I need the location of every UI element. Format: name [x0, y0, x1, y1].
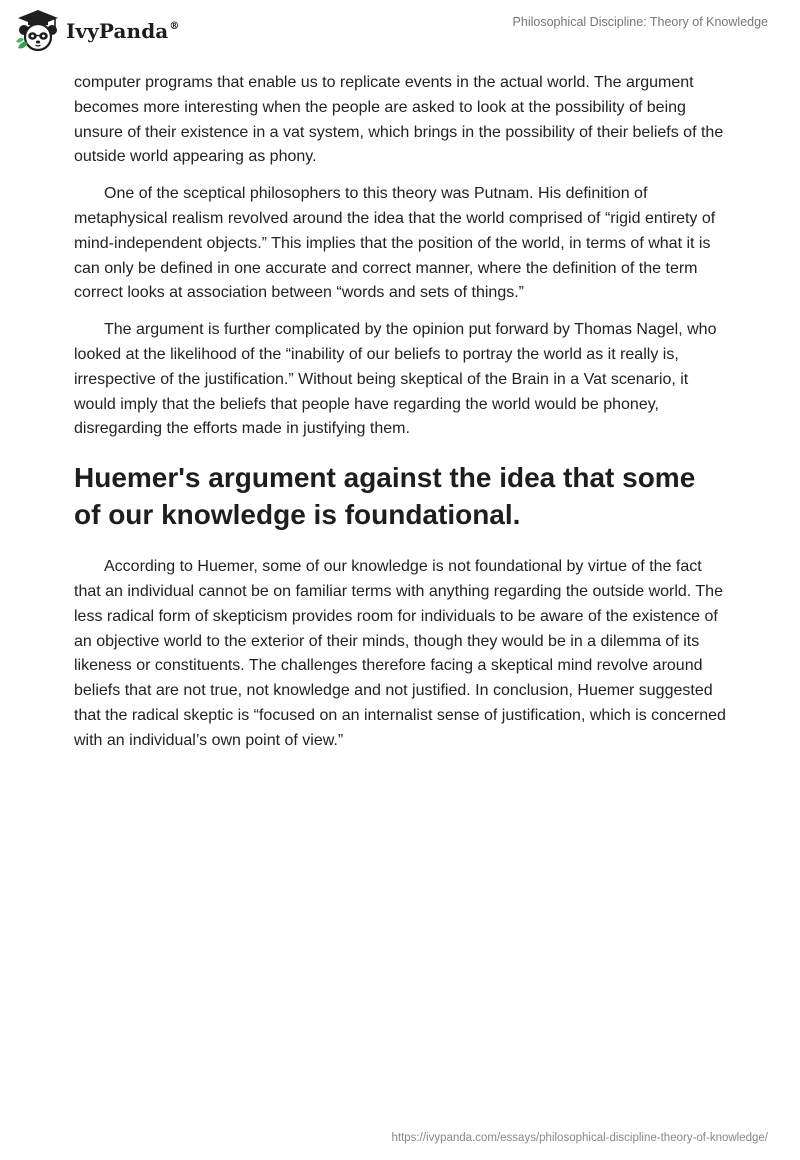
paragraph-nagel: The argument is further complicated by the opinion put forward by Thomas Nagel, who looked at the likelihood of the “inability of our beliefs to portray the world as it really is, irrespective of the justification.” Without being skeptical of the Brain in a Vat scenario, it would imply that the beliefs that people have regarding the world would be phoney, disregarding the efforts made in justifying them. [74, 321, 717, 438]
ivypanda-logo[interactable] [15, 8, 179, 54]
essay-content [74, 71, 726, 766]
logo-wordmark: IvyPanda® [66, 19, 180, 43]
registered-mark: ® [169, 21, 180, 32]
document-title: Philosophical Discipline: Theory of Knowledge [512, 15, 768, 29]
paragraph-huemer: According to Huemer, some of our knowledge is not foundational by virtue of the fact that an individual cannot be on familiar terms with anything regarding the outside world. The less radical form of skepticism provides room for individuals to be aware of the existence of an objective world to the exterior of their minds, though they would be in a dilemma of its likeness or constituents. The challenges therefore facing a skeptical mind revolve around beliefs that are not true, not knowledge and not justified. In conclusion, Huemer suggested that the radical skeptic is “focused on an internalist sense of justification, which is concerned with an individual’s own point of view.” [74, 558, 726, 749]
source-url-link[interactable]: https://ivypanda.com/essays/philosophical-discipline-theory-of-knowledge/ [391, 1132, 768, 1144]
page-header [0, 0, 800, 64]
paragraph-putnam: One of the sceptical philosophers to this theory was Putnam. His definition of metaphysical realism revolved around the idea that the world comprised of “rigid entirety of mind-independent objects.” This implies that the position of the world, in terms of what it is can only be defined in one accurate and correct manner, where the definition of the term correct looks at association between “words and sets of things.” [74, 185, 716, 302]
section-heading: Huemer's argument against the idea that some of our knowledge is foundational. [74, 462, 696, 531]
panda-graduate-icon [15, 8, 61, 54]
paragraph-continued: computer programs that enable us to replicate events in the actual world. The argument becomes more interesting when the people are asked to look at the possibility of being unsure of their existence in a vat system, which brings in the possibility of their beliefs of the outside world appearing as phony. [74, 74, 724, 166]
